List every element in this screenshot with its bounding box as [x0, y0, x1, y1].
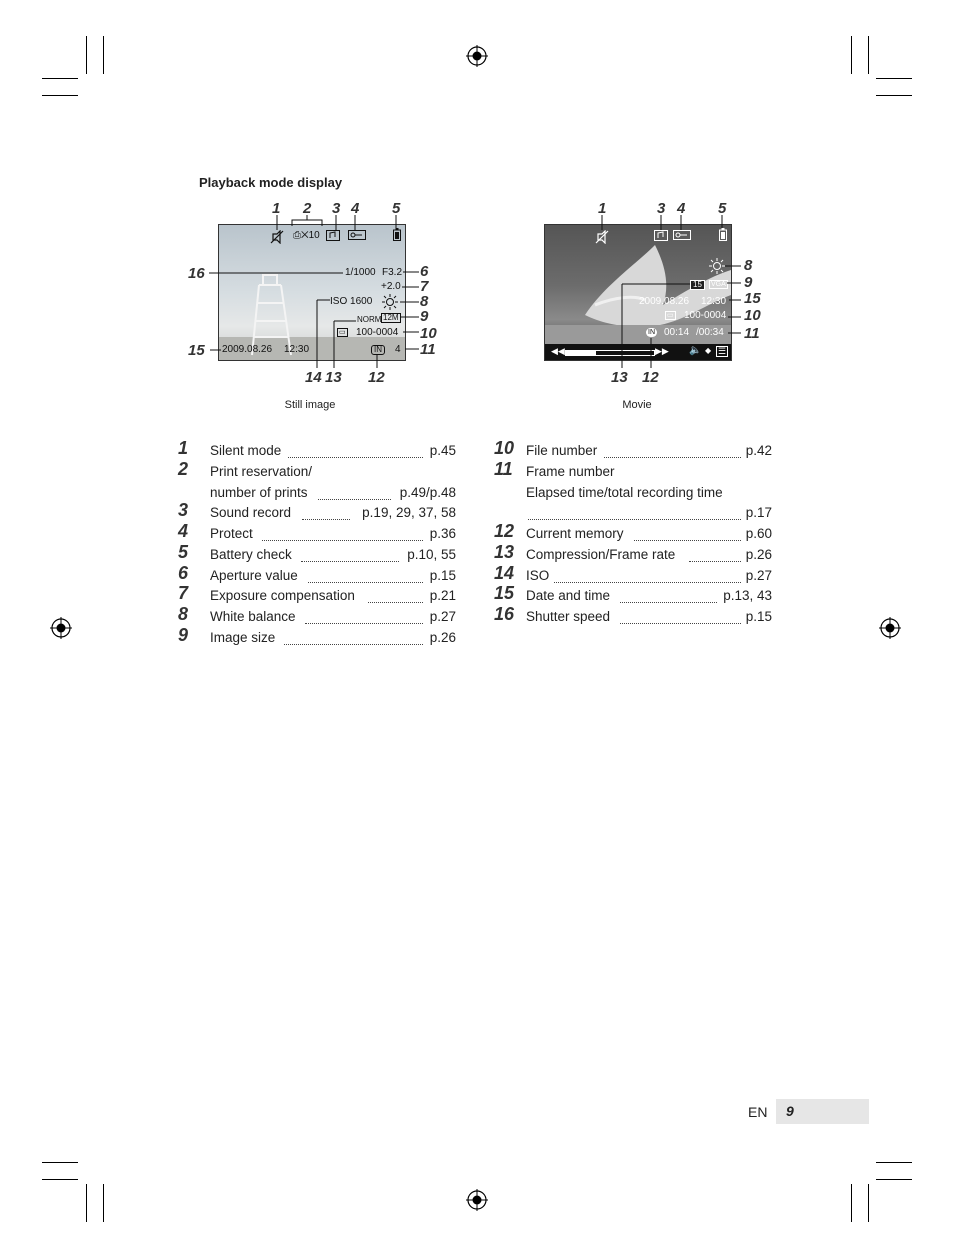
callout-8: 8: [420, 293, 429, 310]
movie-callout-1: 1: [598, 200, 607, 217]
callout-6: 6: [420, 263, 429, 280]
shutter-speed-value: 1/1000: [345, 267, 376, 278]
iso-value: ISO 1600: [330, 296, 373, 307]
volume-icon: 🔈: [689, 345, 702, 356]
memory-badge: IN: [371, 345, 385, 355]
printer-icon: ⎙: [293, 230, 301, 241]
callout-1: 1: [272, 200, 281, 217]
registration-mark-icon: [879, 617, 901, 639]
callout-9: 9: [420, 308, 429, 325]
movie-callout-15: 15: [744, 290, 761, 307]
movie-callout-8: 8: [744, 257, 753, 274]
date-value: 2009.08.26: [222, 344, 273, 355]
frame-rate-value: 15: [690, 280, 705, 290]
callout-15: 15: [188, 342, 205, 359]
movie-callout-5: 5: [718, 200, 727, 217]
file-card-icon: ▭: [339, 329, 346, 336]
registration-mark-icon: [466, 1189, 488, 1211]
movie-callout-11: 11: [744, 325, 760, 342]
movie-callout-4: 4: [677, 200, 686, 217]
callout-3: 3: [332, 200, 341, 217]
callout-2: 2: [303, 200, 312, 217]
file-card-icon: ▭: [667, 312, 674, 319]
image-size-value: 12M: [383, 313, 399, 322]
movie-size-value: VGA: [711, 281, 726, 288]
menu-button-icon: ☰: [718, 346, 727, 356]
still-image-caption: Still image: [284, 399, 336, 411]
movie-callout-13: 13: [611, 369, 628, 386]
callout-7: 7: [420, 278, 429, 295]
movie-file-number-value: 100-0004: [684, 310, 727, 321]
movie-callout-10: 10: [744, 307, 761, 324]
total-time-value: /00:34: [696, 327, 724, 338]
movie-memory-badge: IN: [648, 329, 655, 336]
movie-time-value: 12:30: [701, 296, 727, 307]
exposure-comp-value: +2.0: [381, 281, 401, 292]
callout-4: 4: [351, 200, 360, 217]
rewind-icon: ◀◀: [551, 346, 565, 356]
file-number-value: 100-0004: [356, 327, 399, 338]
movie-callout-leaders: [0, 0, 954, 420]
time-value: 12:30: [284, 344, 310, 355]
callout-16: 16: [188, 265, 205, 282]
language-label: EN: [748, 1104, 768, 1120]
print-reservation-label: ⎙✕10: [293, 230, 320, 241]
movie-callout-9: 9: [744, 274, 753, 291]
page-number: 9: [786, 1103, 794, 1119]
registration-mark-icon: [50, 617, 72, 639]
callout-12: 12: [368, 369, 385, 386]
movie-caption: Movie: [622, 399, 652, 411]
movie-callout-3: 3: [657, 200, 666, 217]
callout-13: 13: [325, 369, 342, 386]
callout-5: 5: [392, 200, 401, 217]
movie-date-value: 2009.08.26: [639, 296, 690, 307]
callout-10: 10: [420, 325, 437, 342]
movie-callout-12: 12: [642, 369, 659, 386]
aperture-value: F3.2: [382, 267, 403, 278]
callout-11: 11: [420, 341, 436, 358]
frame-number-value: 4: [395, 344, 401, 355]
fast-forward-icon: ▶▶: [655, 346, 669, 356]
elapsed-time-value: 00:14: [664, 327, 690, 338]
section-heading: Playback mode display: [199, 175, 343, 190]
volume-adjust-icon: ◆: [705, 346, 712, 355]
compression-value: NORM: [357, 315, 382, 324]
callout-14: 14: [305, 369, 322, 386]
